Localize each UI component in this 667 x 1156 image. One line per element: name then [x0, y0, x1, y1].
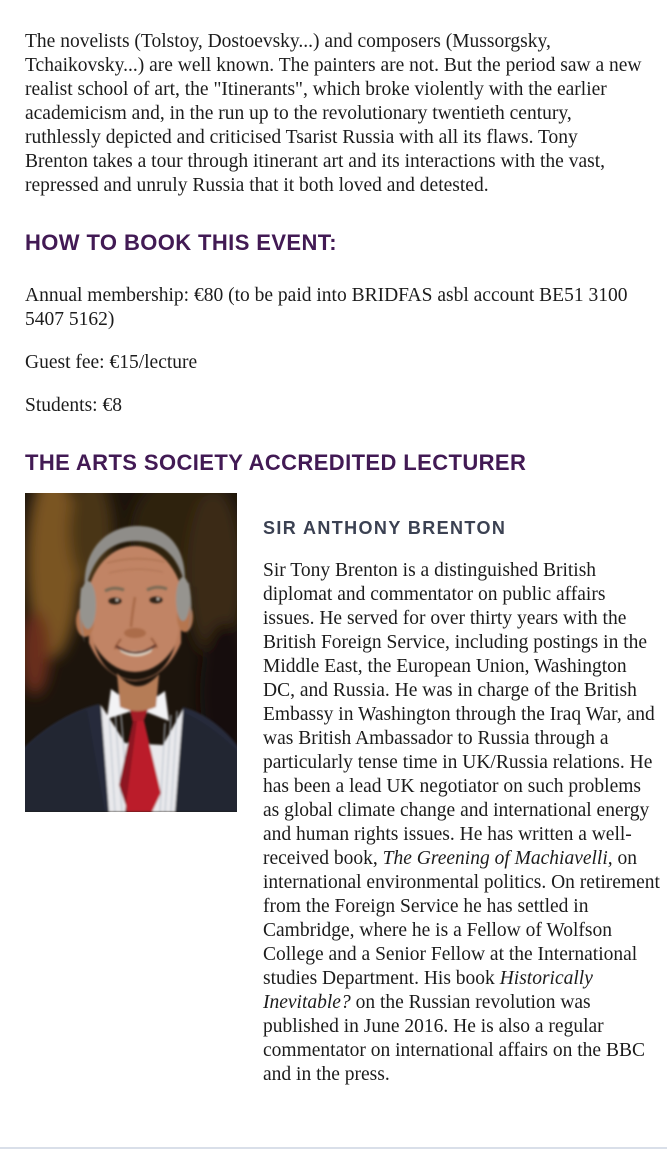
- student-fee-text: Students: €8: [25, 395, 122, 416]
- lecturer-section-heading: THE ARTS SOCIETY ACCREDITED LECTURER: [25, 450, 527, 475]
- bottom-divider: [0, 1147, 667, 1149]
- lecturer-photo: [25, 493, 237, 812]
- membership-fee-text: Annual membership: €80 (to be paid into BRIDFAS asbl account BE51 3100 5407 5162): [25, 285, 628, 330]
- lecturer-name-heading: SIR ANTHONY BRENTON: [263, 518, 507, 538]
- guest-fee-text: Guest fee: €15/lecture: [25, 352, 198, 373]
- lecturer-profile: [25, 493, 660, 1087]
- bio-text-segment: on the Russian revolution was published in June 2016. He is also a regular commentator on international affairs on the BBC and in the press.: [263, 992, 645, 1085]
- event-description: The novelists (Tolstoy, Dostoevsky...) and composers (Mussorgsky, Tchaikovsky...) are well known. The painters are not. But the period saw a new realist school of art, the "Itinerants", which broke violently with the earlier academicism and, in the run up to the revolutionary twentieth century, ruthlessly depicted and criticised Tsarist Russia with all its flaws. Tony Brenton takes a tour through itinerant art and its interactions with the vast, repressed and unruly Russia that it both loved and detested.: [25, 31, 642, 196]
- booking-section-heading: HOW TO BOOK THIS EVENT:: [25, 230, 337, 255]
- bio-text-segment: on international environmental politics. On retirement from the Foreign Service he has settled in Cambridge, where he is a Fellow of Wolfson College and a Senior Fellow at the International studies Department. His book: [263, 848, 660, 989]
- lecturer-portrait-illustration: [25, 493, 237, 812]
- bio-text-segment: Sir Tony Brenton is a distinguished British diplomat and commentator on public affairs issues. He served for over thirty years with the British Foreign Service, including postings in the Middle East, the European Union, Washington DC, and Russia. He was in charge of the British Embassy in Washington through the Iraq War, and was British Ambassador to Russia through a particularly tense time in UK/Russia relations. He has been a lead UK negotiator on such problems as global climate change and international energy and human rights issues. He has written a well-received book,: [263, 560, 655, 869]
- lecturer-bio: [263, 559, 661, 1087]
- book-title-historically-inevitable: Historically Inevitable?: [263, 968, 593, 1013]
- lecturer-bio-column: [263, 493, 660, 1087]
- book-title-greening-of-machiavelli: The Greening of Machiavelli,: [382, 848, 613, 869]
